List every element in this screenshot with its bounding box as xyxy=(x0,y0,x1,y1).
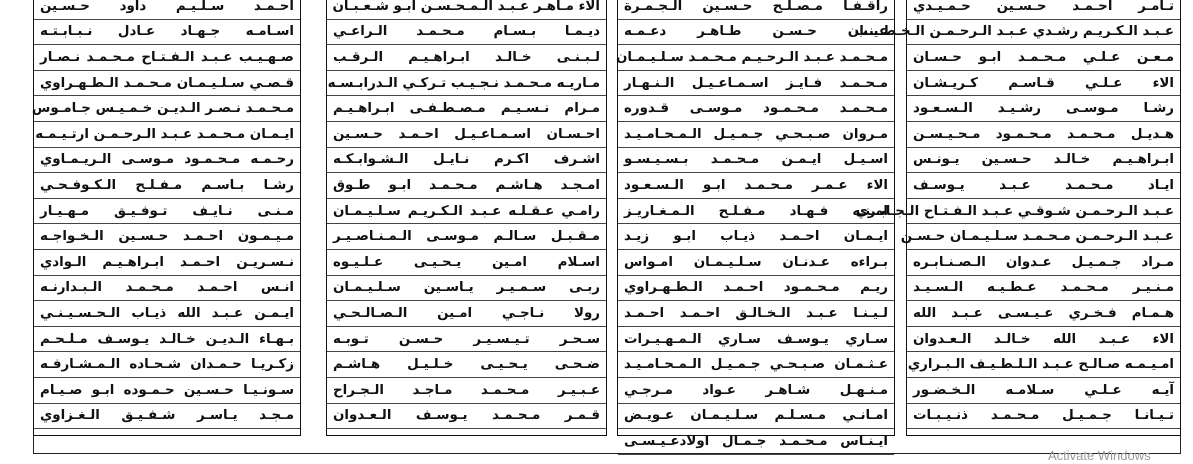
person-name: عـثـمـان صـبـحـي جـمـيـل الـمـحـامـيـد xyxy=(624,357,888,373)
person-name: مـحـمـد عـبـد الـرحـيـم مـحـمـد سـلـيـمـان xyxy=(615,49,888,65)
name-row xyxy=(907,96,1180,122)
person-name: مـاريـه مـحـمـد نـجـيـب تـركـي الـدرابـسـه xyxy=(327,75,600,91)
name-row xyxy=(34,250,300,276)
name-row xyxy=(327,173,606,199)
name-row xyxy=(618,148,894,174)
person-name: مـجـد يـاسـر شـفـيـق الـغـزاوي xyxy=(40,408,294,424)
name-row xyxy=(618,0,894,20)
person-name: قـصـي سـلـيـمـان مـحـمـد الـطـهـراوي xyxy=(40,75,294,91)
name-row xyxy=(34,148,300,174)
name-row xyxy=(34,173,300,199)
person-name: الاء مـاهـر عـبـد الـمـحـسـن ابـو شـعـبـان xyxy=(332,0,600,14)
person-name: مـحـمـد فـايـز اسـمـاعـيـل الـنـهـار xyxy=(624,75,888,91)
name-row xyxy=(907,404,1180,430)
person-name: مـنـيـر مـحـمـد عـطـيـه الـسـيـد xyxy=(913,280,1174,296)
name-row xyxy=(907,148,1180,174)
name-row xyxy=(618,352,894,378)
person-name: امـنـه فـهـاد مـفـلـح الـمـغـاريـز xyxy=(624,203,888,219)
name-row xyxy=(327,276,606,302)
name-row xyxy=(327,20,606,46)
name-row xyxy=(618,404,894,430)
person-name: ايـمـن عـبـد الله ذيـاب الـحـسـيـنـي xyxy=(40,305,294,321)
name-row xyxy=(34,71,300,97)
person-name: مـرام نـسـيـم مـصـطـفـى ابـراهـيـم xyxy=(333,101,600,117)
name-row xyxy=(327,96,606,122)
name-row xyxy=(618,122,894,148)
name-row xyxy=(907,0,1180,20)
name-row xyxy=(327,71,606,97)
name-row xyxy=(615,45,894,71)
person-name: اسـلام امـين يـحـيـى عـلـيـوه xyxy=(333,254,600,270)
person-name: مـقـبـل سـالـم مـوسـى الـمـنـاصـيـر xyxy=(333,229,600,245)
person-name: احـسـان اسـمـاعـيـل احـمـد حـسـين xyxy=(333,126,600,142)
person-name: ربـى سـمـيـر يـاسـين سـلـيـمـان xyxy=(333,280,600,296)
name-row xyxy=(618,378,894,404)
name-row xyxy=(327,199,606,225)
person-name: رامـي عـقـلـه عـبـد الـكـريـم سـلـيـمـان xyxy=(333,203,600,219)
person-name: مـحـمـد نـصـر الـديـن خـمـيـس جـامـوس xyxy=(31,101,294,117)
name-row xyxy=(907,122,1180,148)
names-list xyxy=(854,0,1180,429)
person-name: امـانـي مـسـلـم سـلـيـمـان عـويـض xyxy=(624,408,888,424)
person-name: انـس احـمـد مـحـمـد الـبـدارنـه xyxy=(40,280,294,296)
person-name: اشـرف اكـرم نـايـل الـشـوابـكـه xyxy=(333,152,600,168)
person-name: عـبـد الـرحـمـن مـحـمـد سـلـيـمـان حـسـن xyxy=(900,229,1174,245)
name-row xyxy=(907,71,1180,97)
person-name: الاء عـمـر مـحـمـد ابـو الـسـعـود xyxy=(624,177,888,193)
person-name: اسـيـل ايـمـن مـحـمـد بـسـيـسـو xyxy=(624,152,888,168)
person-name: الاء عـلـي قـاسـم كـريـشـان xyxy=(913,75,1174,91)
name-row xyxy=(907,378,1180,404)
name-row xyxy=(327,250,606,276)
person-name: رحـمـه مـحـمـود مـوسـى الـريـمـاوي xyxy=(40,152,294,168)
name-row xyxy=(34,122,300,148)
name-row xyxy=(907,327,1180,353)
person-name: مـعـن عـلـي مـحـمـد ابـو حـسـان xyxy=(913,49,1174,65)
person-name: رولا نـاجـي امـين الـصـالـحـي xyxy=(333,305,600,321)
person-name: مـيـمـون احـمـد حـسـين الـخـواجـه xyxy=(40,229,294,245)
name-row xyxy=(34,301,300,327)
names-column-1 xyxy=(33,0,301,436)
person-name: سـاري يـوسـف سـاري الـمـهـيـرات xyxy=(624,331,888,347)
name-row xyxy=(327,352,606,378)
person-name: ايـمـان احـمـد ذيـاب ابـو زيـد xyxy=(624,229,888,245)
activate-windows-watermark: Activate Windows xyxy=(1048,448,1151,463)
name-row xyxy=(854,20,1180,46)
name-row xyxy=(327,224,606,250)
name-row xyxy=(618,173,894,199)
name-row xyxy=(618,199,894,225)
name-row xyxy=(618,250,894,276)
person-name: ايـنـاس مـحـمـد جـمـال اولادعـيـسـى xyxy=(624,433,888,449)
name-row xyxy=(907,352,1180,378)
name-row xyxy=(327,327,606,353)
name-row xyxy=(907,45,1180,71)
person-name: احـمـد سـلـيـم داود حـسـين xyxy=(40,0,294,14)
names-list xyxy=(31,0,300,429)
person-name: ابـراهـيـم خـالـد حـسـين يـونـس xyxy=(913,152,1174,168)
person-name: الاء عـبـد الله خـالـد الـعـدوان xyxy=(913,331,1174,347)
person-name: مـروان صـبـحـي جـمـيـل الـمـحـامـيـد xyxy=(624,126,888,142)
name-row xyxy=(34,352,300,378)
name-row xyxy=(327,45,606,71)
names-column-2 xyxy=(326,0,607,436)
names-list xyxy=(615,0,894,455)
person-name: قـمـر مـحـمـد يـوسـف الـعـدوان xyxy=(333,408,600,424)
person-name: تـامـر احـمـد حـسـين حـمـيـدي xyxy=(913,0,1174,14)
person-name: ضـحـى يـحـيـى خـلـيـل هـاشـم xyxy=(333,357,600,373)
name-row xyxy=(327,378,606,404)
person-name: عـبـد الـكـريـم رشـدي عـبـد الـرحـمـن الـخـطـيـب xyxy=(854,24,1174,40)
name-row xyxy=(618,301,894,327)
name-row xyxy=(618,224,894,250)
name-row xyxy=(34,224,300,250)
name-row xyxy=(900,224,1180,250)
name-row xyxy=(34,199,300,225)
name-row xyxy=(855,199,1180,225)
person-name: تـيـانـا جـمـيـل مـحـمـد ذنـيـبـات xyxy=(913,408,1174,424)
names-column-3 xyxy=(615,0,895,449)
person-name: عـبـيـر مـحـمـد مـاجـد الـجـراح xyxy=(333,382,600,398)
person-name: بـراءه عـدنـان سـلـيـمـان امـواس xyxy=(624,254,888,270)
person-name: ايـاد مـحـمـد عـبـد يـوسـف xyxy=(913,177,1174,193)
person-name: عـنـان حـسـن طـاهـر دعـمـه xyxy=(624,24,888,40)
name-row xyxy=(618,429,894,455)
person-name: سـحـر تـيـسـيـر حـسـن تـوبـه xyxy=(333,331,600,347)
name-row xyxy=(618,96,894,122)
person-name: هـديـل مـحـمـد مـحـمـود مـحـيـسـن xyxy=(913,126,1174,142)
name-row xyxy=(34,20,300,46)
person-name: نـسـريـن احـمـد ابـراهـيـم الـوادي xyxy=(40,254,294,270)
person-name: امـجـد هـاشـم مـحـمـد ابـو طـوق xyxy=(333,177,600,193)
name-row xyxy=(327,148,606,174)
person-name: مـحـمـد مـحـمـود مـوسـى قـدوره xyxy=(624,101,888,117)
name-row xyxy=(327,122,606,148)
person-name: صـهـيـب عـبـد الـفـتـاح مـحـمـد نـصـار xyxy=(40,49,294,65)
name-row xyxy=(618,276,894,302)
name-row xyxy=(907,301,1180,327)
name-row xyxy=(34,327,300,353)
name-row xyxy=(618,327,894,353)
person-name: آيـه عـلـي سـلامـه الـخـضـور xyxy=(913,382,1174,398)
person-name: اسـامـه جـهـاد عـادل نـبـابـتـه xyxy=(40,24,294,40)
person-name: ايـمـان مـحـمـد عـبـد الـرحـمـن ارتـيـمـه xyxy=(35,126,294,142)
names-column-4 xyxy=(854,0,1181,436)
person-name: امـيـمـه صـالـح عـبـد الـلـطـيـف الـبـراري xyxy=(907,357,1174,373)
name-row xyxy=(34,45,300,71)
name-row xyxy=(907,276,1180,302)
name-row xyxy=(34,0,300,20)
person-name: مـنـى نـايـف تـوفـيـق مـهـيـار xyxy=(40,203,294,219)
person-name: بـهـاء الـديـن خـالـد يـوسـف مـلـحـم xyxy=(40,331,294,347)
name-row xyxy=(618,20,894,46)
person-name: ديـمـا بـسـام مـحـمـد الـراعـي xyxy=(333,24,600,40)
person-name: زكـريـا حـمـدان شـحـاده الـمـشـارفـه xyxy=(40,357,294,373)
person-name: لـيـنـا عـبـد الـخـالـق احـمـد احـمـد xyxy=(624,305,888,321)
person-name: عـبـد الـرحـمـن شـوقـي عـبـد الـفـتـاح الـجـابـري xyxy=(855,203,1174,219)
name-row xyxy=(907,173,1180,199)
name-row xyxy=(31,96,300,122)
names-list xyxy=(327,0,606,429)
person-name: هـمـام فـخـري عـيـسـى عـبـد الله xyxy=(913,305,1174,321)
name-row xyxy=(327,301,606,327)
person-name: رشـا مـوسـى رشـيـد الـسـعـود xyxy=(913,101,1174,117)
person-name: لـبـنـى خـالـد ابـراهـيـم الـرقـب xyxy=(333,49,600,65)
name-row xyxy=(327,404,606,430)
name-row xyxy=(34,276,300,302)
name-row xyxy=(618,71,894,97)
person-name: سـونـيـا حـسـين حـمـوده ابـو صـيـام xyxy=(40,382,294,398)
name-row xyxy=(327,0,606,20)
name-row xyxy=(34,404,300,430)
person-name: راقـفـا مـصـلـح حـسـين الـجـمـرة xyxy=(624,0,888,14)
person-name: مـنـهـل شـاهـر عـواد مـرجـي xyxy=(624,382,888,398)
person-name: ريـم مـحـمـود احـمـد الـطـهـراوي xyxy=(624,280,888,296)
person-name: مـراد جـمـيـل عـدوان الـصـنـابـره xyxy=(913,254,1174,270)
person-name: رشـا بـاسـم مـفـلـح الـكـوفـحـي xyxy=(40,177,294,193)
name-row xyxy=(34,378,300,404)
name-row xyxy=(907,250,1180,276)
